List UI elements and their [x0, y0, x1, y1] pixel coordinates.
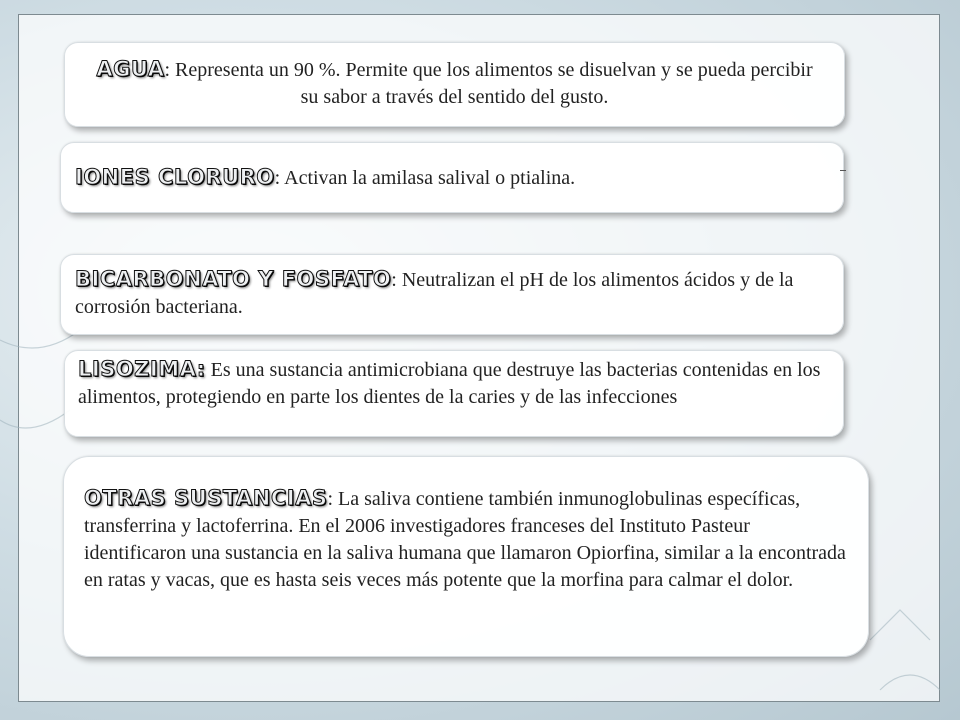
iones-cloruro-text: : Activan la amilasa salival o ptialina.: [274, 167, 576, 189]
agua-label: AGUA: [96, 57, 165, 81]
bicarbonato-fosfato-text: : Neutralizan el pH de los alimentos ácidos y de la corrosión bacteriana.: [75, 269, 794, 318]
lisozima-text: Es una sustancia antimicrobiana que destruye las bacterias contenidas en los alimentos, protegiendo en parte los dientes de la caries y de las infecciones: [78, 359, 821, 408]
bicarbonato-fosfato-box: [60, 254, 844, 335]
otras-sustancias-text: : La saliva contiene también inmunoglobulinas específicas, transferrina y lactoferrina. En el 2006 investigadores franceses del Instituto Pasteur identificaron una sustancia en la saliva humana que llamaron Opiorfina, similar a la encontrada en ratas y vacas, que es hasta seis veces más potente que la morfina para calmar el dolor.: [84, 488, 846, 591]
otras-sustancias-box: [63, 456, 869, 657]
otras-sustancias-label: OTRAS SUSTANCIAS: [84, 486, 328, 510]
iones-cloruro-box: [60, 142, 844, 213]
lisozima-label: LISOZIMA:: [78, 357, 206, 381]
lisozima-box: [64, 350, 844, 437]
agua-text: : Representa un 90 %. Permite que los alimentos se disuelvan y se pueda percibir su sabor a través del sentido del gusto.: [164, 59, 813, 108]
iones-cloruro-label: IONES CLORURO: [75, 165, 275, 189]
bicarbonato-fosfato-label: BICARBONATO Y FOSFATO: [75, 267, 392, 291]
agua-box: [64, 42, 845, 127]
decorative-tick: [840, 170, 846, 171]
